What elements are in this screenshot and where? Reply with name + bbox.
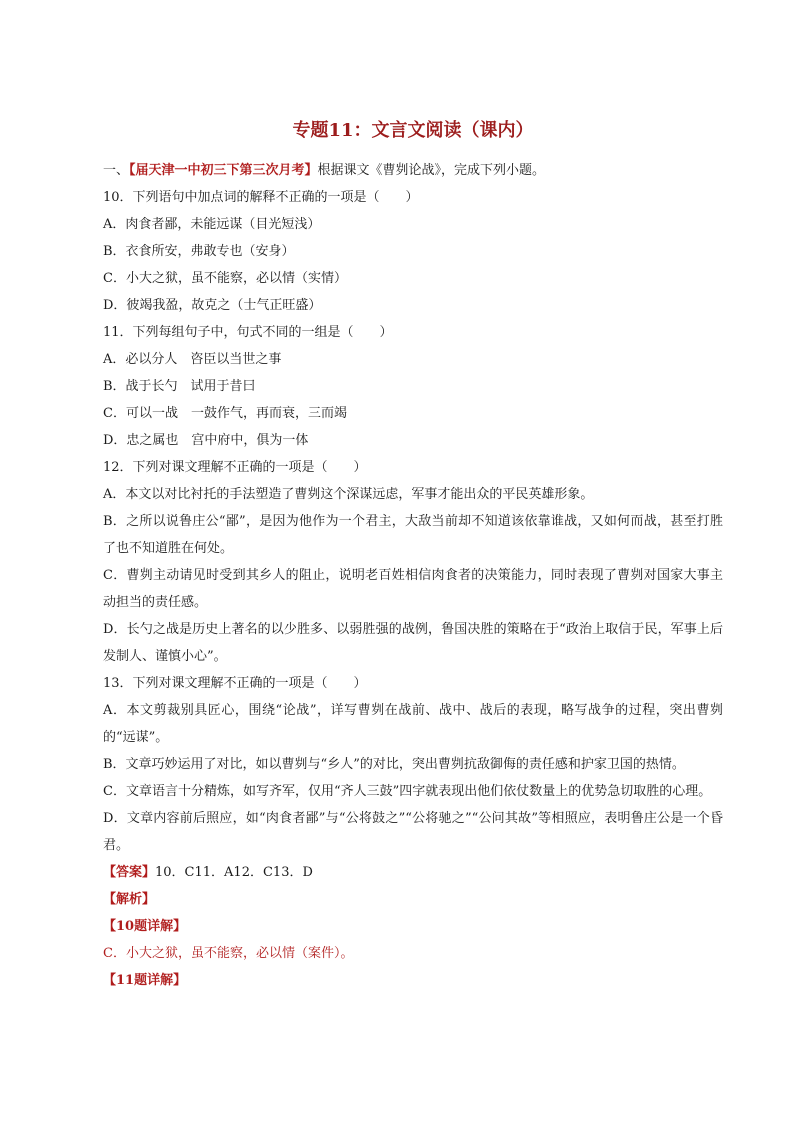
question-12-option-d: D．长勺之战是历史上著名的以少胜多、以弱胜强的战例，鲁国决胜的策略在于“政治上取信于民，军事上后发制人、谨慎小心”。 (103, 622, 723, 664)
question-10-option-d: D．彼竭我盈，故克之（士气正旺盛） (103, 298, 322, 313)
answer-label: 【答案】 (103, 865, 156, 880)
document-content (103, 117, 723, 994)
analysis-label: 【解析】 (103, 892, 156, 907)
question-11-option-c: C．可以一战 一鼓作气，再而衰，三而竭 (103, 406, 347, 421)
detail-10-text: C．小大之狱，虽不能察，必以情（案件）。 (103, 946, 354, 961)
question-10-option-c: C．小大之狱，虽不能察，必以情（实情） (103, 271, 347, 286)
question-13-option-a: A．本文剪裁别具匠心，围绕“论战”，详写曹刿在战前、战中、战后的表现，略写战争的过程，突出曹刿的“远谋”。 (103, 703, 723, 745)
question-11-stem: 11．下列每组句子中，句式不同的一组是（ ） (103, 325, 393, 340)
question-12-option-c: C．曹刿主动请见时受到其乡人的阻止，说明老百姓相信肉食者的决策能力，同时表现了曹刿对国家大事主动担当的责任感。 (103, 568, 723, 610)
question-12-stem: 12．下列对课文理解不正确的一项是（ ） (103, 460, 367, 475)
section-prefix: 一、 (103, 163, 130, 178)
question-13-option-c: C．文章语言十分精炼，如写齐军，仅用“齐人三鼓”四字就表现出他们依仗数量上的优势急切取胜的心理。 (103, 784, 712, 799)
detail-11-label: 【11题详解】 (103, 973, 187, 988)
question-13-option-b: B．文章巧妙运用了对比，如以曹刿与“乡人”的对比，突出曹刿抗敌御侮的责任感和护家卫国的热情。 (103, 757, 685, 772)
question-11-option-b: B．战于长勺 试用于昔曰 (103, 379, 256, 394)
section-instruction: 根据课文《曹刿论战》，完成下列小题。 (317, 163, 546, 178)
section-header (103, 157, 723, 184)
question-10-option-b: B．衣食所安，弗敢专也（安身） (103, 244, 295, 259)
question-10-stem: 10．下列语句中加点词的解释不正确的一项是（ ） (103, 190, 419, 205)
question-12-option-a: A．本文以对比衬托的手法塑造了曹刿这个深谋远虑，军事才能出众的平民英雄形象。 (103, 487, 594, 502)
section-source: 【届天津一中初三下第三次月考】 (129, 163, 318, 178)
question-11-option-d: D．忠之属也 宫中府中，俱为一体 (103, 433, 309, 448)
answer-line (103, 859, 723, 886)
question-12-option-b: B．之所以说鲁庄公“鄙”，是因为他作为一个君主，大敌当前却不知道该依靠谁战，又如何而战，甚至打胜了也不知道胜在何处。 (103, 514, 723, 556)
question-13-option-d: D．文章内容前后照应，如“肉食者鄙”与“公将鼓之”“公将驰之”“公问其故”等相照应，表明鲁庄公是一个昏君。 (103, 811, 723, 853)
detail-10-label: 【10题详解】 (103, 919, 187, 934)
page-title: 专题11：文言文阅读（课内） (292, 120, 534, 141)
question-10-option-a: A．肉食者鄙，未能远谋（目光短浅） (103, 217, 321, 232)
question-13-stem: 13．下列对课文理解不正确的一项是（ ） (103, 676, 367, 691)
question-11-option-a: A．必以分人 咨臣以当世之事 (103, 352, 282, 367)
answer-text: 10．C11．A12．C13．D (155, 865, 313, 880)
